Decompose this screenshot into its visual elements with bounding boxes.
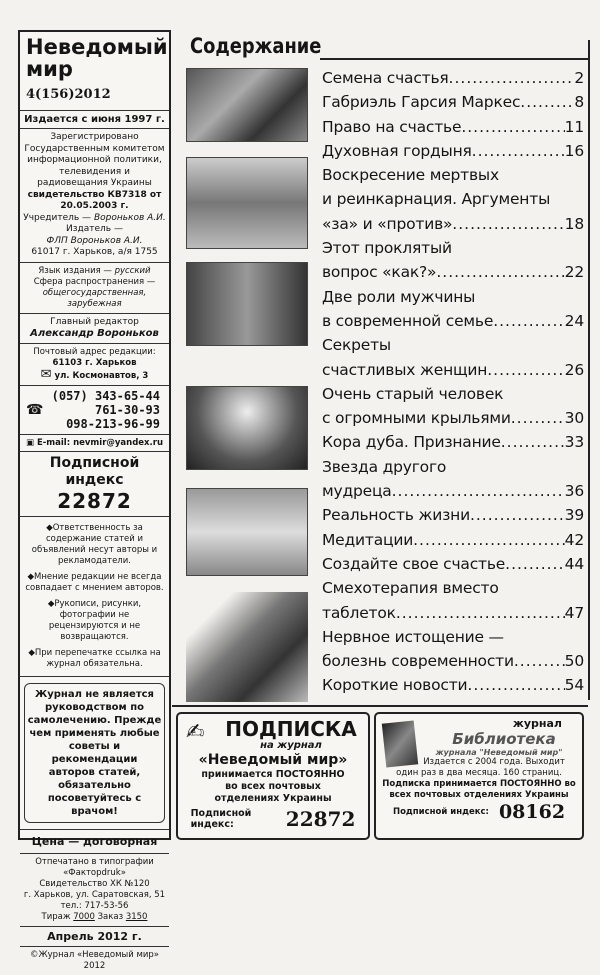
- dot-leader: [461, 115, 564, 139]
- illustration-seeds: [186, 68, 308, 142]
- dot-leader: [501, 430, 565, 454]
- note: Мнение редакции не всегда совпадает с мнением авторов.: [25, 571, 164, 593]
- ad-line: один раз в два месяца. 160 страниц.: [396, 768, 562, 778]
- toc-entry-line: [322, 503, 584, 527]
- ad-line: Издается с 2004 года. Выходит: [423, 757, 565, 767]
- toc-page-number: 54: [564, 676, 584, 695]
- toc-entry-title: Семена счастья: [322, 69, 449, 87]
- index-label: Подписной индекс: [49, 454, 140, 488]
- ad-line: во всех почтовых: [225, 781, 321, 792]
- copyright: ©Журнал «Неведомый мир» 2012: [29, 949, 159, 971]
- toc-entry-line: [322, 90, 584, 114]
- toc-entry[interactable]: [322, 430, 584, 454]
- toc-entry-title: и реинкарнация. Аргументы: [322, 190, 551, 209]
- notes: [20, 517, 169, 677]
- toc-entry-line: [322, 649, 584, 673]
- sphere: общегосударственная, зарубежная: [42, 287, 147, 309]
- index-value: 22872: [57, 488, 132, 513]
- toc-page-number: 11: [564, 117, 584, 136]
- ad-line: принимается ПОСТОЯННО: [201, 769, 345, 780]
- dot-leader: [520, 90, 574, 114]
- diamond-icon: ◆: [46, 522, 53, 533]
- toc-entry[interactable]: [322, 236, 584, 285]
- toc-entry-line: [322, 66, 584, 90]
- printing-info: [20, 854, 169, 927]
- toc-entry-line: [322, 601, 584, 625]
- toc-entry[interactable]: [322, 528, 584, 552]
- run: 7000: [73, 911, 95, 922]
- illustration-tree: [186, 386, 308, 470]
- toc-entry-line: [322, 212, 584, 236]
- toc-entry-title: с огромными крыльями: [322, 409, 511, 428]
- toc-entry[interactable]: [322, 139, 584, 163]
- toc-entry-line: [322, 455, 584, 479]
- computer-icon: ▣: [25, 437, 34, 448]
- printer-phone: тел.: 717-53-56: [60, 900, 129, 911]
- toc-page-number: 50: [564, 652, 584, 671]
- toc-entry-line: [322, 576, 584, 600]
- illustration-eye: [186, 157, 308, 249]
- toc-entry[interactable]: [322, 115, 584, 139]
- ad-index-label: Подписной индекс:: [190, 808, 252, 830]
- toc-entry-title: Кора дуба. Признание: [322, 433, 501, 452]
- toc-entry-title: Очень старый человек: [322, 384, 504, 403]
- diamond-icon: ◆: [28, 647, 35, 658]
- toc-entry[interactable]: [322, 90, 584, 114]
- price: Цена — договорная: [20, 830, 169, 854]
- toc-entry[interactable]: [322, 625, 584, 674]
- warning-section: [20, 683, 169, 830]
- toc-entry[interactable]: [322, 503, 584, 527]
- toc-entry[interactable]: [322, 382, 584, 431]
- toc-entry-line: [322, 552, 584, 576]
- note: При перепечатке ссылка на журнал обязательна.: [34, 647, 161, 669]
- issue-date: Апрель 2012 г.: [20, 927, 169, 947]
- toc-entry-title: Звезда другого: [322, 457, 447, 476]
- dot-leader: [436, 260, 564, 284]
- diamond-icon: ◆: [47, 598, 55, 609]
- toc-entry-title: таблеток: [322, 603, 396, 622]
- toc-entry-title: счастливых женщин: [322, 360, 488, 379]
- toc-entry-line: [322, 236, 584, 260]
- phone: (057) 343-65-44: [51, 388, 160, 403]
- library-cover: [382, 720, 418, 767]
- toc-entry[interactable]: [322, 66, 584, 90]
- sphere-label: Сфера распространения —: [33, 276, 156, 287]
- toc-entry[interactable]: [322, 673, 584, 697]
- illustration-old-man: [186, 262, 308, 346]
- dot-leader: [449, 66, 575, 90]
- registration: [20, 129, 169, 263]
- postal-address: [20, 344, 169, 386]
- masthead-name-2: мир: [26, 57, 73, 81]
- toc-entry-title: вопрос «как?»: [322, 263, 437, 282]
- runner-icon: ✍: [186, 720, 205, 745]
- language-label: Язык издания —: [38, 265, 112, 276]
- toc-entry-title: Секреты: [322, 336, 391, 355]
- toc-entry-line: [322, 625, 584, 649]
- editor: [20, 314, 169, 344]
- toc-page-number: 30: [564, 409, 584, 428]
- toc-entry-title: Габриэль Гарсия Маркес: [322, 93, 521, 112]
- ad-index: 22872: [285, 807, 356, 831]
- publisher-label: Издатель —: [66, 224, 123, 234]
- dot-leader: [487, 358, 564, 382]
- toc-page-number: 36: [564, 482, 584, 501]
- table-of-contents: [322, 66, 584, 698]
- founder: Вороньков А.И.: [93, 212, 166, 223]
- divider: [588, 40, 590, 700]
- postal-city: 61103 г. Харьков: [52, 357, 137, 368]
- ad-line: всех почтовых отделениях Украины: [389, 790, 569, 800]
- printer: Отпечатано в типографии «Факторdruk»: [35, 856, 154, 878]
- editor-label: Главный редактор: [50, 316, 139, 327]
- toc-entry-line: [322, 187, 584, 211]
- toc-page-number: 8: [574, 93, 584, 112]
- dot-leader: [472, 139, 565, 163]
- ad-title: ПОДПИСКА: [225, 717, 357, 741]
- postal-street: ул. Космонавтов, 3: [54, 370, 149, 381]
- dot-leader: [413, 528, 565, 552]
- toc-page-number: 2: [574, 69, 584, 87]
- masthead-name: Неведомый: [26, 35, 168, 59]
- toc-entry-title: Нервное истощение —: [322, 627, 504, 646]
- toc-entry[interactable]: [322, 455, 584, 504]
- phones: [20, 386, 169, 435]
- dot-leader: [505, 552, 565, 576]
- toc-page-number: 24: [564, 311, 584, 330]
- toc-entry-line: [322, 309, 584, 333]
- divider: [172, 705, 588, 707]
- toc-page-number: 22: [564, 263, 584, 282]
- note: Рукописи, рисунки, фотографии не рецензируются и не возвращаются.: [48, 598, 142, 642]
- toc-entry-line: [322, 528, 584, 552]
- founder-label: Учредитель —: [23, 212, 92, 223]
- toc-entry[interactable]: [322, 163, 584, 236]
- toc-page-number: 47: [564, 603, 584, 622]
- toc-entry-title: Создайте свое счастье: [322, 554, 506, 573]
- toc-entry-title: болезнь современности: [322, 652, 514, 671]
- toc-entry[interactable]: [322, 333, 584, 382]
- email[interactable]: E-mail: nevmir@yandex.ru: [36, 437, 164, 448]
- illustration-woman: [186, 592, 308, 702]
- note: Ответственность за содержание статей и объявлений несут авторы и рекламодатели.: [31, 522, 158, 566]
- phone: 098-213-96-99: [66, 416, 160, 431]
- toc-entry[interactable]: [322, 552, 584, 576]
- subscription-ad: [176, 712, 370, 840]
- certificate: свидетельство КВ7318 от 20.05.2003 г.: [27, 189, 162, 211]
- toc-entry-line: [322, 673, 584, 697]
- toc-entry-title: мудреца: [322, 482, 392, 501]
- dot-leader: [514, 649, 565, 673]
- ad-line: Подписка принимается ПОСТОЯННО во: [382, 779, 576, 789]
- toc-entry-title: Право на счастье: [322, 117, 462, 136]
- phone: 761-30-93: [94, 402, 160, 417]
- toc-page-number: 16: [564, 141, 584, 160]
- divider: [320, 58, 588, 60]
- language: русский: [114, 265, 151, 276]
- ad-index-label: Подписной индекс:: [392, 807, 489, 817]
- publisher-address: 61017 г. Харьков, а/я 1755: [31, 247, 158, 257]
- toc-entry-line: [322, 479, 584, 503]
- illustration-smileys: [186, 488, 308, 576]
- toc-entry-title: Воскресение мертвых: [322, 166, 499, 185]
- library-title: Библиотека: [452, 730, 556, 748]
- since: Издается с июня 1997 г.: [20, 111, 169, 129]
- toc-entry-title: Медитации: [322, 530, 414, 549]
- toc-entry[interactable]: [322, 285, 584, 334]
- toc-page-number: 18: [564, 214, 584, 233]
- toc-entry-title: «за» и «против»: [322, 214, 453, 233]
- order-label: Заказ: [97, 911, 124, 922]
- issue-number: 4(156)2012: [26, 87, 111, 102]
- dot-leader: [392, 479, 565, 503]
- library-subtitle: журнала "Неведомый мир": [435, 748, 563, 757]
- toc-entry-line: [322, 139, 584, 163]
- toc-title: Содержание: [190, 34, 322, 58]
- medical-warning: Журнал не является руководством по самолечению. Прежде чем применять любые советы и рекомендации авторов статей, обязательно посоветуйтесь с врачом!: [24, 683, 165, 823]
- dot-leader: [396, 601, 565, 625]
- language-info: [20, 263, 169, 314]
- printer-cert: Свидетельство ХК №120: [39, 878, 150, 889]
- printer-address: г. Харьков, ул. Саратовская, 51: [23, 889, 166, 900]
- order: 3150: [125, 911, 148, 922]
- dot-leader: [467, 673, 564, 697]
- toc-entry-title: Две роли мужчины: [322, 287, 476, 306]
- toc-entry-line: [322, 406, 584, 430]
- subscription-index: [20, 452, 169, 517]
- toc-entry-line: [322, 285, 584, 309]
- toc-entry[interactable]: [322, 576, 584, 625]
- toc-entry-line: [322, 333, 584, 357]
- imprint-column: [18, 30, 171, 971]
- dot-leader: [452, 212, 564, 236]
- toc-page-number: 26: [564, 360, 584, 379]
- run-label: Тираж: [41, 911, 71, 922]
- editor-name: Александр Вороньков: [30, 328, 159, 339]
- diamond-icon: ◆: [27, 571, 35, 582]
- toc-page-number: 39: [564, 506, 584, 525]
- toc-entry-title: Короткие новости: [322, 676, 468, 695]
- dot-leader: [470, 503, 565, 527]
- ad-index: 08162: [498, 801, 566, 823]
- toc-entry-line: [322, 260, 584, 284]
- toc-entry-line: [322, 163, 584, 187]
- toc-entry-title: Духовная гордыня: [322, 141, 472, 160]
- toc-entry-title: Этот проклятый: [322, 239, 452, 258]
- toc-page-number: 42: [564, 530, 584, 549]
- ad-kicker: журнал: [512, 717, 562, 730]
- registration-text: Зарегистрировано Государственным комитетом информационной политики, телевидения и радиовещания Украины: [24, 132, 165, 188]
- envelope-icon: ✉: [40, 366, 52, 382]
- ad-sub: на журнал: [260, 740, 322, 751]
- publisher: ФЛП Вороньков А.И.: [46, 235, 143, 246]
- toc-entry-line: [322, 430, 584, 454]
- toc-entry-title: в современной семье: [322, 311, 494, 330]
- toc-entry-title: Смехотерапия вместо: [322, 579, 499, 598]
- phone-icon: ☎: [26, 401, 44, 418]
- email-row: [20, 435, 169, 452]
- toc-entry-title: Реальность жизни: [322, 506, 470, 525]
- postal-label: Почтовый адрес редакции:: [33, 346, 156, 357]
- ad-line: отделениях Украины: [214, 793, 332, 804]
- dot-leader: [493, 309, 564, 333]
- library-ad: [374, 712, 584, 840]
- toc-entry-line: [322, 115, 584, 139]
- masthead: [20, 32, 169, 111]
- toc-entry-line: [322, 358, 584, 382]
- toc-page-number: 33: [564, 433, 584, 452]
- dot-leader: [511, 406, 565, 430]
- toc-page-number: 44: [564, 554, 584, 573]
- ad-magazine-name: «Неведомый мир»: [198, 752, 348, 768]
- toc-entry-line: [322, 382, 584, 406]
